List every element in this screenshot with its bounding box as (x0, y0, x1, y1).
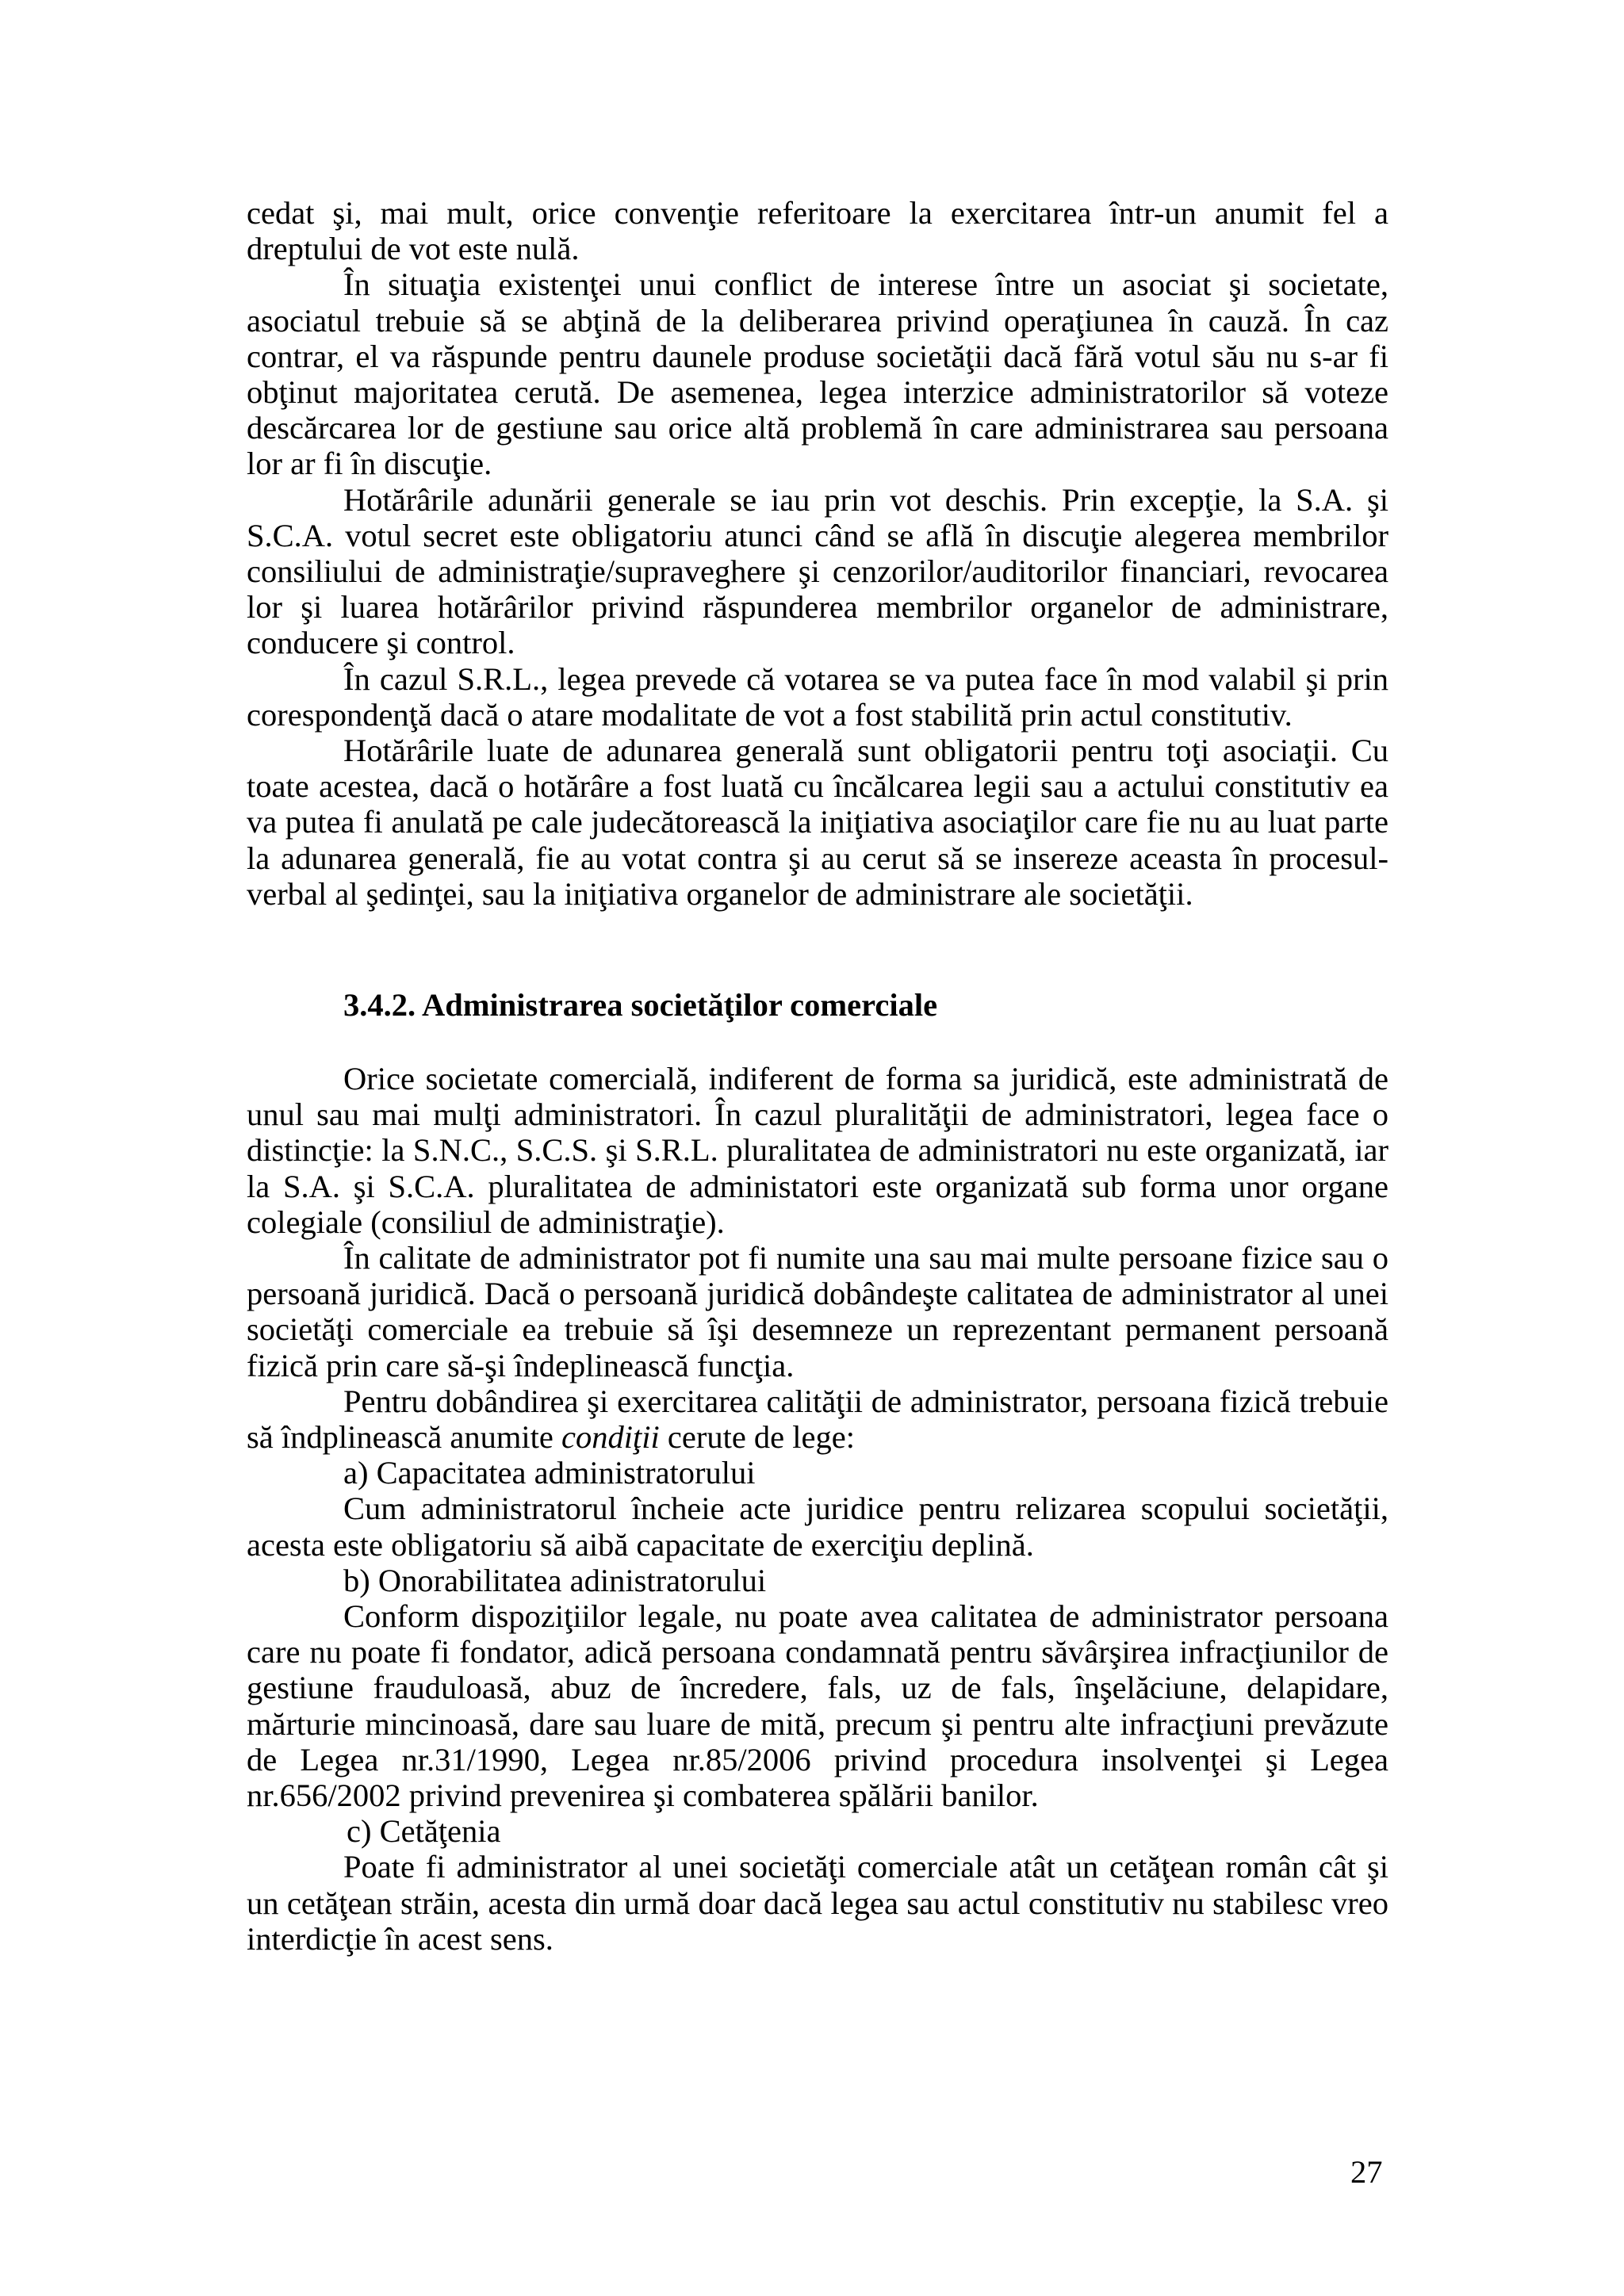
list-label-honorability: b) Onorabilitatea adinistratorului (343, 1562, 767, 1598)
paragraph-open-vote: Hotărârile adunării generale se iau prin vot deschis. Prin excepţie, la S.A. şi S.C.A. votul secret este obligatoriu atunci când se află în discuţie alegerea membrilor consiliului de administraţie/supraveghere şi cenzorilor/auditorilor financiari, revocarea lor şi luarea hotărârilor privind răspunderea membrilor organelor de administrare, conducere şi control. (247, 481, 1388, 661)
paragraph-administrators: Orice societate comercială, indiferent de forma sa juridică, este administrată de unul sau mai mulţi administratori. În cazul pluralităţii de administratori, legea face o distincţie: la S.N.C., S.C.S. şi S.R.L. pluralitatea de administratori nu este organizată, iar la S.A. şi S.C.A. pluralitatea de administatori este organizată sub forma unor organe colegiale (consiliul de administraţie). (247, 1061, 1388, 1240)
paragraph-honorability: Conform dispoziţiilor legale, nu poate avea calitatea de administrator persoana care nu poate fi fondator, adică persoana condamnată pentru săvârşirea infracţiunilor de gestiune frauduloasă, abuz de încredere, fals, uz de fals, înşelăciune, delapidare, mărturie mincinoasă, dare sau luare de mită, precum şi pentru alte infracţiuni prevăzute de Legea nr.31/1990, Legea nr.85/2006 privind procedura insolvenţei şi Legea nr.656/2002 privind prevenirea şi combaterea spălării banilor. (247, 1598, 1388, 1814)
paragraph-administrator-persons: În calitate de administrator pot fi numite una sau mai multe persoane fizice sau o persoană juridică. Dacă o persoană juridică dobândeşte calitatea de administrator al unei societăţi comerciale ea trebuie să îşi desemneze un reprezentant permanent persoană fizică prin care să-şi îndeplinească funcţia. (247, 1240, 1388, 1383)
paragraph-srl-correspondence: În cazul S.R.L., legea prevede că votarea se va putea face în mod valabil şi prin corespondenţă dacă o atare modalitate de vot a fost stabilită prin actul constitutiv. (247, 660, 1388, 733)
paragraph-conditions (247, 1383, 1388, 1455)
conditions-italic: condiţii (561, 1419, 660, 1456)
list-label-citizenship: c) Cetăţenia (347, 1813, 501, 1850)
paragraph-capacity: Cum administratorul încheie acte juridice pentru relizarea scopului societăţii, acesta este obligatoriu să aibă capacitate de exerciţiu deplină. (247, 1490, 1388, 1563)
paragraph-conflict-of-interest: În situaţia existenţei unui conflict de interese între un asociat şi societate, asociatul trebuie să se abţină de la deliberarea privind operaţiunea în cauză. În caz contrar, el va răspunde pentru daunele produse societăţii dacă fără votul său nu s-ar fi obţinut majoritatea cerută. De asemenea, legea interzice administratorilor să voteze descărcarea lor de gestiune sau orice altă problemă în care administrarea sau persoana lor ar fi în discuţie. (247, 266, 1388, 482)
section-heading: 3.4.2. Administrarea societăţilor comerciale (343, 987, 938, 1023)
text-block-voting (247, 195, 1388, 912)
list-label-capacity: a) Capacitatea administratorului (343, 1455, 756, 1491)
conditions-text-before: Pentru dobândirea şi exercitarea calităţii de administrator, persoana fizică trebuie să îndplinească anumite (247, 1383, 1388, 1456)
paragraph-vote-conventions: cedat şi, mai mult, orice convenţie referitoare la exercitarea într-un anumit fel a dreptului de vot este nulă. (247, 195, 1388, 267)
page-number: 27 (1350, 2154, 1383, 2190)
text-block-administration (247, 1061, 1388, 1957)
conditions-text-after: cerute de lege: (659, 1419, 855, 1456)
paragraph-citizenship: Poate fi administrator al unei societăţi comerciale atât un cetăţean român cât şi un cetăţean străin, acesta din urmă doar dacă legea sau actul constitutiv nu stabilesc vreo interdicţie în acest sens. (247, 1849, 1388, 1957)
paragraph-binding-decisions: Hotărârile luate de adunarea generală sunt obligatorii pentru toţi asociaţii. Cu toate acestea, dacă o hotărâre a fost luată cu încălcarea legii sau a actului constitutiv ea va putea fi anulată pe cale judecătorească la iniţiativa asociaţilor care fie nu au luat parte la adunarea generală, fie au votat contra şi au cerut să se insereze aceasta în procesul-verbal al şedinţei, sau la iniţiativa organelor de administrare ale societăţii. (247, 733, 1388, 912)
